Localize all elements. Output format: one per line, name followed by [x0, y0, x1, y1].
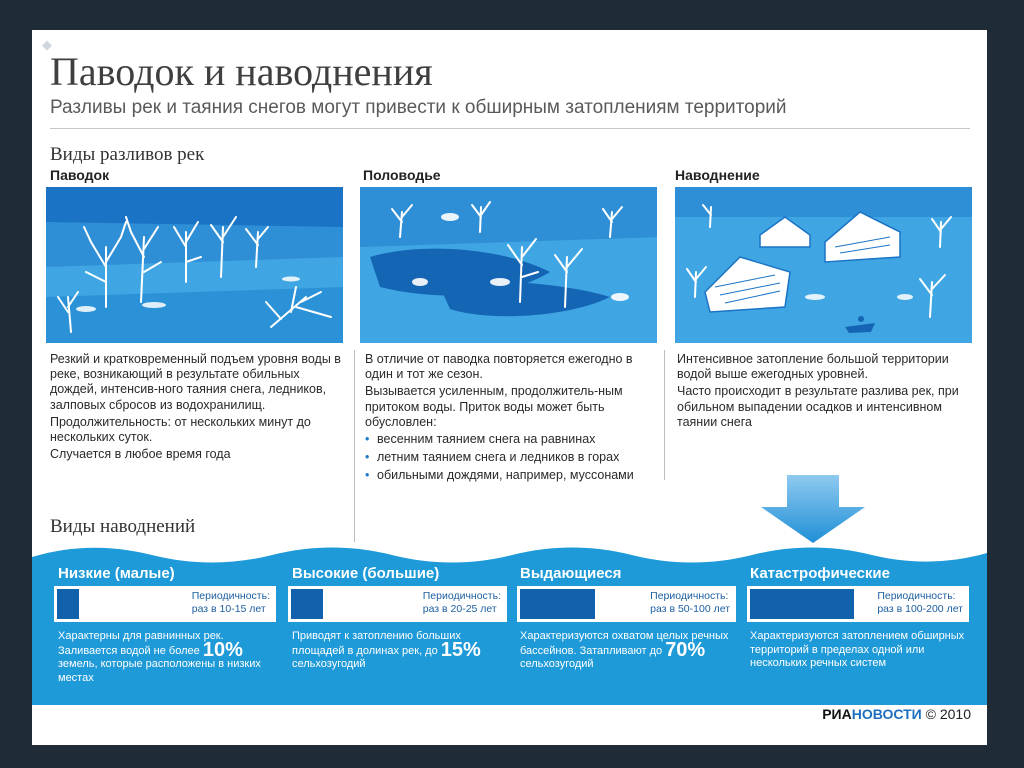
category-title-high: Высокие (большие) [292, 565, 440, 582]
inundation-definition: Интенсивное затопление большой территории водой выше ежегодных уровней. [677, 352, 949, 382]
seasonal-flood-causes-intro: Вызывается усиленным, продолжитель-ным притоком воды. Приток воды может быть обусловлен: [365, 384, 623, 429]
arrow-down-icon [757, 475, 869, 545]
page-title: Паводок и наводнения [50, 49, 433, 94]
flash-flood-illustration [46, 187, 343, 343]
list-item: • летним таянием снега и ледников в горах [365, 450, 655, 465]
periodicity-text-low [192, 590, 270, 616]
slide-corner-icon: ◆ [42, 37, 52, 52]
periodicity-text-catastrophic [877, 590, 963, 616]
flash-flood-definition: Резкий и кратковременный подъем уровня воды в реке, возникающий в результате обильных дождей, интенсив-ного таяния снега, ледников, залповых сбросов из водохранилищ. [50, 352, 341, 412]
seasonal-flood-causes-list [365, 432, 655, 484]
periodicity-label: Периодичность: [877, 590, 956, 602]
title-divider [50, 128, 970, 129]
category-percent-low: 10% [202, 638, 243, 661]
inundation-causes: Часто происходит в результате разлива рек, при обильном выпадении осадков и интенсивном таянии снега [677, 384, 959, 429]
periodicity-box-high [288, 586, 507, 622]
category-percent-high: 15% [440, 638, 481, 661]
category-desc-text: земель, которые расположены в низких местах [58, 658, 261, 684]
category-desc-text: сельхозугодий [292, 658, 366, 671]
column-divider [354, 350, 355, 542]
periodicity-value: раз в 10-15 лет [191, 603, 266, 615]
flash-flood-duration: Продолжительность: от нескольких минут до нескольких суток. [50, 414, 311, 445]
category-desc-low [58, 630, 263, 685]
category-title-catastrophic: Катастрофические [750, 565, 890, 582]
category-desc-text: Приводят к затоплению больших площадей в долинах рек, до [292, 630, 461, 657]
seasonal-flood-illustration [360, 187, 657, 343]
type-title-inundation: Наводнение [675, 167, 760, 183]
logo-ria: РИА [822, 706, 852, 722]
list-item: • весенним таянием снега на равнинах [365, 432, 655, 447]
periodicity-bar-low [57, 589, 79, 619]
column-divider [664, 350, 665, 480]
periodicity-value: раз в 20-25 лет [422, 603, 497, 615]
category-desc-text: сельхозугодий [520, 658, 594, 671]
category-desc-catastrophic [750, 630, 970, 671]
category-desc-high [292, 630, 497, 672]
type-desc-flash-flood [50, 352, 345, 464]
periodicity-text-high [423, 590, 501, 616]
category-desc-outstanding [520, 630, 735, 672]
category-title-low: Низкие (малые) [58, 565, 175, 582]
page-subtitle: Разливы рек и таяния снегов могут привести к обширным затоплениям территорий [50, 97, 787, 118]
periodicity-box-low [54, 586, 276, 622]
slide [32, 30, 987, 745]
periodicity-label: Периодичность: [422, 590, 501, 602]
periodicity-bar-high [291, 589, 323, 619]
seasonal-flood-definition: В отличие от паводка повторяется ежегодно в один и тот же сезон. [365, 352, 633, 382]
periodicity-box-catastrophic [747, 586, 969, 622]
inundation-illustration [675, 187, 972, 343]
type-desc-seasonal-flood [365, 352, 655, 487]
logo-novosti: НОВОСТИ [851, 706, 922, 722]
list-item: • обильными дождями, например, муссонами [365, 468, 655, 483]
ria-novosti-logo [822, 706, 971, 722]
type-desc-inundation [677, 352, 977, 432]
category-desc-text: Характеризуются затоплением обширных территорий в пределах одной или нескольких речных систем [750, 630, 965, 670]
section-title-river-floods: Виды разливов рек [50, 144, 205, 165]
flash-flood-season: Случается в любое время года [50, 447, 231, 462]
periodicity-value: раз в 100-200 лет [877, 603, 963, 615]
periodicity-label: Периодичность: [650, 590, 729, 602]
category-percent-outstanding: 70% [665, 638, 706, 661]
periodicity-box-outstanding [517, 586, 736, 622]
periodicity-bar-catastrophic [750, 589, 854, 619]
copyright: © 2010 [925, 706, 971, 722]
periodicity-text-outstanding [650, 590, 730, 616]
category-title-outstanding: Выдающиеся [520, 565, 622, 582]
periodicity-label: Периодичность: [191, 590, 270, 602]
type-title-flash-flood: Паводок [50, 167, 110, 183]
category-desc-text: Характеризуются охватом целых речных бассейнов. Затапливают до [520, 630, 729, 657]
periodicity-bar-outstanding [520, 589, 595, 619]
type-title-seasonal-flood: Половодье [363, 167, 441, 183]
section-title-inundation-types: Виды наводнений [50, 516, 196, 537]
periodicity-value: раз в 50-100 лет [650, 603, 730, 615]
category-desc-text: Характерны для равнинных рек. Заливается водой не более [58, 630, 224, 657]
